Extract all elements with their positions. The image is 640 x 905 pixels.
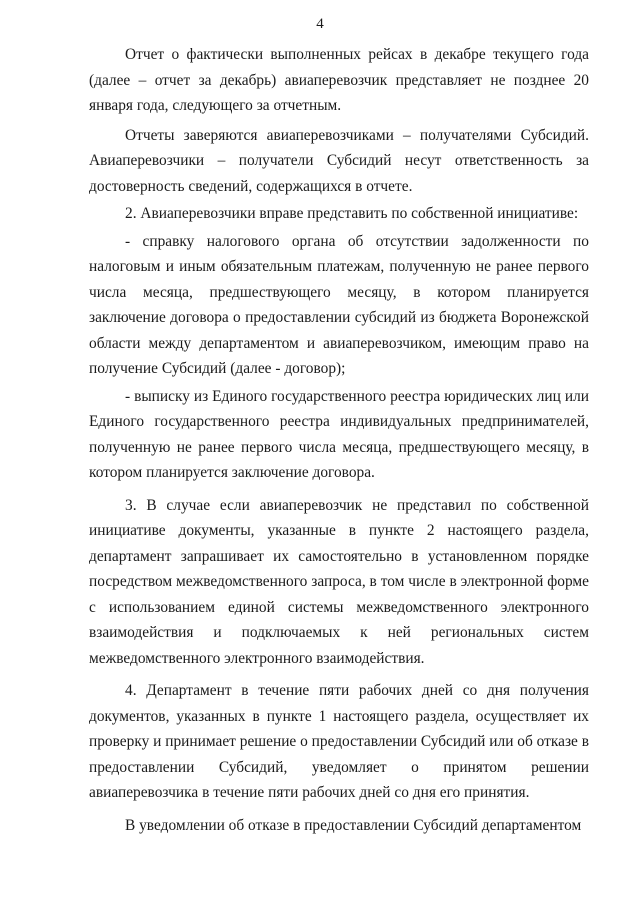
document-body — [89, 42, 589, 838]
paragraph-registry-extract: - выписку из Единого государственного реестра юридических лиц или Единого государственного реестра индивидуальных предпринимателей, полученную не ранее первого числа месяца, предшествующего месяцу, в котором планируется заключение договора. — [89, 387, 589, 481]
paragraph-report-certification: Отчеты заверяются авиаперевозчиками – получателями Субсидий. Авиаперевозчики – получатели Субсидий несут ответственность за достоверность сведений, содержащихся в отчете. — [89, 126, 589, 195]
paragraph-clause-2: 2. Авиаперевозчики вправе представить по собственной инициативе: — [125, 205, 579, 222]
paragraph-clause-3: 3. В случае если авиаперевозчик не представил по собственной инициативе документы, указанные в пункте 2 настоящего раздела, департамент запрашивает их самостоятельно в установленном порядке посредством межведомственного запроса, в том числе в электронной форме с использованием единой системы межведомственного электронного взаимодействия и подключаемых к ней региональных систем межведомственного электронного взаимодействия. — [89, 496, 589, 667]
page-number: 4 — [316, 16, 324, 32]
paragraph-december-report: Отчет о фактически выполненных рейсах в декабре текущего года (далее – отчет за декабрь) авиаперевозчик представляет не позднее 20 января года, следующего за отчетным. — [89, 46, 589, 114]
paragraph-clause-4: 4. Департамент в течение пяти рабочих дней со дня получения документов, указанных в пункте 1 настоящего раздела, осуществляет их проверку и принимает решение о предоставлении Субсидий или об отказе в предоставлении Субсидий, уведомляет о принятом решении авиаперевозчика в течение пяти рабочих дней со дня его принятия. — [89, 682, 589, 801]
paragraph-refusal-notice: В уведомлении об отказе в предоставлении Субсидий департаментом — [125, 816, 582, 834]
paragraph-tax-certificate: - справку налогового органа об отсутствии задолженности по налоговым и иным обязательным платежам, полученную не ранее первого числа месяца, предшествующего месяцу, в котором планируется заключение договора о предоставлении субсидий из бюджета Воронежской области между департаментом и авиаперевозчиком, имеющим право на получение Субсидий (далее - договор); — [89, 232, 589, 377]
